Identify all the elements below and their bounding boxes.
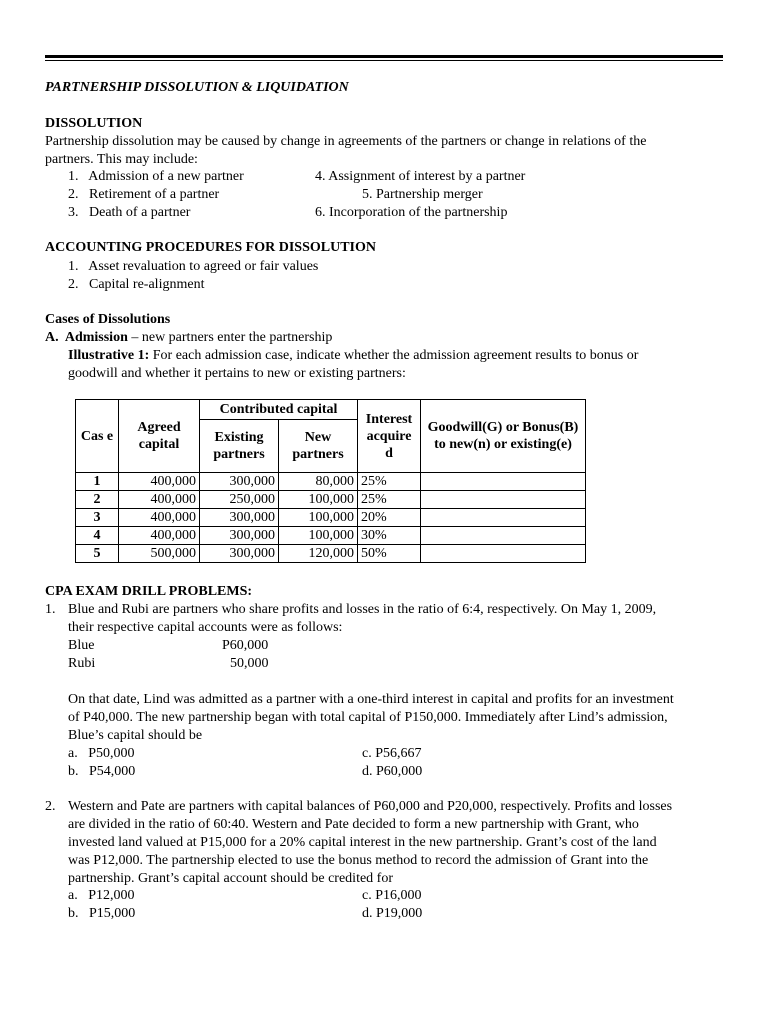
cpa-heading: CPA EXAM DRILL PROBLEMS:	[45, 584, 253, 599]
dissolution-item-2: 2. Retirement of a partner	[68, 187, 220, 202]
p2-choice-c: c. P16,000	[362, 888, 422, 903]
dissolution-item-6: 6. Incorporation of the partnership	[315, 205, 508, 220]
cell-interest: 20%	[358, 509, 421, 527]
cell-agreed: 400,000	[119, 491, 200, 509]
illustrative-line1	[68, 347, 638, 365]
cell-existing: 300,000	[200, 473, 279, 491]
cell-existing: 300,000	[200, 527, 279, 545]
p1-rubi-label: Rubi	[68, 656, 96, 671]
cell-interest: 30%	[358, 527, 421, 545]
p1-line2: their respective capital accounts were as follows:	[68, 620, 343, 635]
p2-line3: invested land valued at P15,000 for a 20% capital interest in the new partnership. Grant’s cost of the land	[68, 835, 657, 850]
table-row	[76, 491, 586, 509]
admission-table	[75, 399, 586, 563]
p2-line1: Western and Pate are partners with capital balances of P60,000 and P20,000, respectively. Profits and losses	[68, 799, 673, 814]
cell-answer[interactable]	[421, 473, 586, 491]
cell-agreed: 400,000	[119, 527, 200, 545]
cell-new: 120,000	[279, 545, 358, 563]
cell-agreed: 400,000	[119, 509, 200, 527]
cell-interest: 25%	[358, 473, 421, 491]
dissolution-item-1: 1. Admission of a new partner	[68, 169, 244, 184]
cell-new: 100,000	[279, 491, 358, 509]
p2-line4: was P12,000. The partnership elected to use the bonus method to record the admission of Grant into the	[68, 853, 649, 868]
dissolution-heading: DISSOLUTION	[45, 116, 143, 131]
cell-existing: 300,000	[200, 545, 279, 563]
document-title: PARTNERSHIP DISSOLUTION & LIQUIDATION	[45, 80, 349, 95]
cell-case: 4	[76, 527, 119, 545]
cases-heading: Cases of Dissolutions	[45, 312, 171, 327]
cell-answer[interactable]	[421, 491, 586, 509]
table-row	[76, 545, 586, 563]
cell-existing: 300,000	[200, 509, 279, 527]
accounting-item-1: 1. Asset revaluation to agreed or fair values	[68, 259, 319, 274]
table-row	[76, 527, 586, 545]
th-case: Cas e	[76, 400, 119, 473]
cell-answer[interactable]	[421, 509, 586, 527]
p1-choice-b: b. P54,000	[68, 764, 136, 779]
cell-case: 5	[76, 545, 119, 563]
th-goodwill-bonus: Goodwill(G) or Bonus(B) to new(n) or existing(e)	[421, 400, 586, 473]
dissolution-item-5: 5. Partnership merger	[362, 187, 483, 202]
admission-label: A. Admission	[45, 330, 128, 345]
cell-case: 1	[76, 473, 119, 491]
th-agreed-capital: Agreed capital	[119, 400, 200, 473]
illustrative-text: For each admission case, indicate whether the admission agreement results to bonus or	[149, 348, 639, 363]
p2-choice-d: d. P19,000	[362, 906, 423, 921]
p2-choice-a: a. P12,000	[68, 888, 135, 903]
p1-blue-value: P60,000	[222, 638, 269, 653]
cell-new: 80,000	[279, 473, 358, 491]
admission-line	[45, 329, 332, 347]
cell-existing: 250,000	[200, 491, 279, 509]
cell-agreed: 400,000	[119, 473, 200, 491]
cell-interest: 25%	[358, 491, 421, 509]
p2-line5: partnership. Grant’s capital account should be credited for	[68, 871, 393, 886]
p1-choice-a: a. P50,000	[68, 746, 135, 761]
th-interest: Interest acquire d	[358, 400, 421, 473]
table-row	[76, 509, 586, 527]
p1-choice-d: d. P60,000	[362, 764, 423, 779]
admission-text: – new partners enter the partnership	[127, 330, 333, 345]
accounting-heading: ACCOUNTING PROCEDURES FOR DISSOLUTION	[45, 240, 376, 255]
cell-interest: 50%	[358, 545, 421, 563]
th-contributed-capital: Contributed capital	[200, 400, 358, 420]
p1-line1: Blue and Rubi are partners who share profits and losses in the ratio of 6:4, respectively. On May 1, 2009,	[68, 602, 657, 617]
cell-agreed: 500,000	[119, 545, 200, 563]
table-row	[76, 473, 586, 491]
dissolution-item-3: 3. Death of a partner	[68, 205, 191, 220]
p2-number: 2.	[45, 799, 56, 814]
dissolution-intro-line1: Partnership dissolution may be caused by change in agreements of the partners or change in relations of the	[45, 134, 647, 149]
illustrative-line2: goodwill and whether it pertains to new or existing partners:	[68, 366, 406, 381]
cell-answer[interactable]	[421, 545, 586, 563]
p1-rubi-value: 50,000	[230, 656, 269, 671]
th-new-partners: New partners	[279, 420, 358, 473]
p1-choice-c: c. P56,667	[362, 746, 422, 761]
cell-new: 100,000	[279, 509, 358, 527]
dissolution-item-4: 4. Assignment of interest by a partner	[315, 169, 526, 184]
illustrative-label: Illustrative 1:	[68, 348, 150, 363]
p1-line5: Blue’s capital should be	[68, 728, 203, 743]
th-existing-partners: Existing partners	[200, 420, 279, 473]
dissolution-intro-line2: partners. This may include:	[45, 152, 198, 167]
p1-blue-label: Blue	[68, 638, 95, 653]
header-rule-thin	[45, 60, 723, 61]
cell-case: 3	[76, 509, 119, 527]
accounting-item-2: 2. Capital re-alignment	[68, 277, 205, 292]
cell-case: 2	[76, 491, 119, 509]
cell-answer[interactable]	[421, 527, 586, 545]
p1-line4: of P40,000. The new partnership began with total capital of P150,000. Immediately after Lind’s admission,	[68, 710, 668, 725]
p2-line2: are divided in the ratio of 60:40. Western and Pate decided to form a new partnership with Grant, who	[68, 817, 639, 832]
p2-choice-b: b. P15,000	[68, 906, 136, 921]
cell-new: 100,000	[279, 527, 358, 545]
header-rule-thick	[45, 55, 723, 58]
p1-number: 1.	[45, 602, 56, 617]
p1-line3: On that date, Lind was admitted as a partner with a one-third interest in capital and profits for an investment	[68, 692, 674, 707]
